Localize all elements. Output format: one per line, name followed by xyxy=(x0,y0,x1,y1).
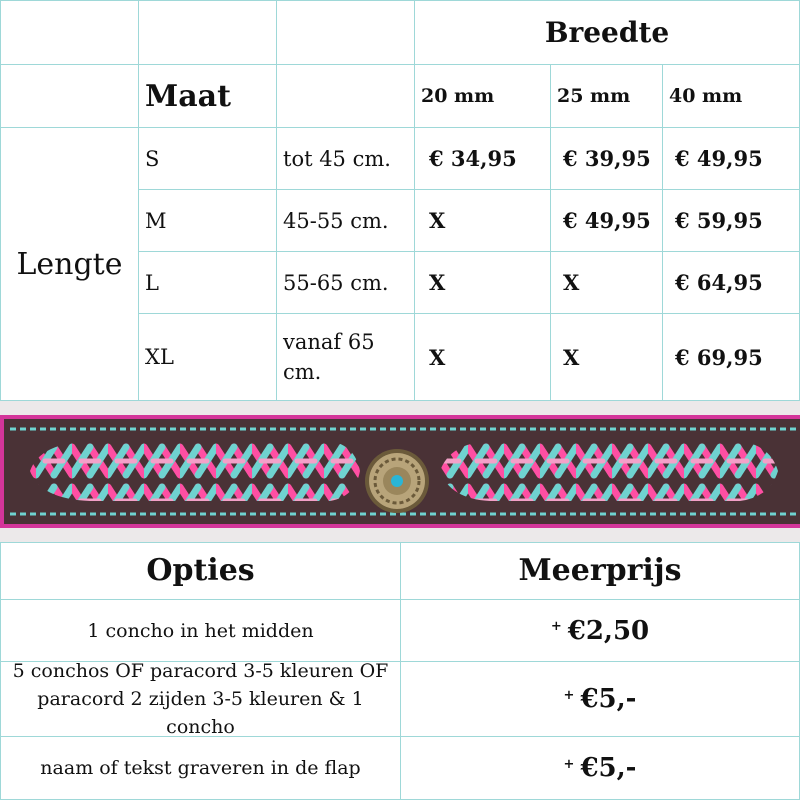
range-s: tot 45 cm. xyxy=(276,127,415,190)
plus-sign: + xyxy=(563,687,575,703)
concho-icon xyxy=(365,449,429,513)
option-price-3 xyxy=(400,736,800,800)
price-m-25: € 49,95 xyxy=(550,189,663,252)
empty-cell xyxy=(138,0,277,65)
range-m: 45-55 cm. xyxy=(276,189,415,252)
price-xl-40: € 69,95 xyxy=(662,313,800,401)
price-s-25: € 39,95 xyxy=(550,127,663,190)
option-price-3-value: €5,- xyxy=(580,753,637,783)
option-row-3 xyxy=(0,736,401,800)
plus-sign: + xyxy=(563,756,575,772)
option-row-2 xyxy=(0,661,401,737)
maat-header: Maat xyxy=(138,64,277,128)
price-l-20: X xyxy=(414,251,551,314)
price-xl-25: X xyxy=(550,313,663,401)
range-xl xyxy=(276,313,415,401)
option-row-1 xyxy=(0,599,401,662)
option-3-line-1: naam of tekst graveren in de flap xyxy=(40,757,361,779)
price-m-20: X xyxy=(414,189,551,252)
collar-photo xyxy=(0,401,800,542)
lengte-label: Lengte xyxy=(0,127,139,401)
price-s-40: € 49,95 xyxy=(662,127,800,190)
breedte-header: Breedte xyxy=(414,0,800,65)
size-s: S xyxy=(138,127,277,190)
paracord-weave-right xyxy=(440,441,778,501)
empty-cell xyxy=(276,0,415,65)
opties-header: Opties xyxy=(0,542,401,600)
width-header-20: 20 mm xyxy=(414,64,551,128)
option-price-2 xyxy=(400,661,800,737)
plus-sign: + xyxy=(550,619,562,634)
range-xl-line-2: cm. xyxy=(283,360,322,384)
collar-illustration xyxy=(0,401,800,542)
range-xl-line-1: vanaf 65 xyxy=(283,330,375,354)
option-1-line-1: 1 concho in het midden xyxy=(87,619,314,642)
width-header-40: 40 mm xyxy=(662,64,800,128)
price-l-25: X xyxy=(550,251,663,314)
width-header-25: 25 mm xyxy=(550,64,663,128)
size-m: M xyxy=(138,189,277,252)
price-l-40: € 64,95 xyxy=(662,251,800,314)
price-m-40: € 59,95 xyxy=(662,189,800,252)
size-l: L xyxy=(138,251,277,314)
range-l: 55-65 cm. xyxy=(276,251,415,314)
price-xl-20: X xyxy=(414,313,551,401)
option-price-1 xyxy=(400,599,800,662)
option-price-1-value: €2,50 xyxy=(567,615,650,646)
empty-cell xyxy=(276,64,415,128)
price-s-20: € 34,95 xyxy=(414,127,551,190)
empty-cell xyxy=(0,0,139,65)
option-2-line-2: paracord 2 zijden 3-5 kleuren & 1 concho xyxy=(37,688,364,737)
paracord-weave-left xyxy=(30,441,360,501)
option-price-2-value: €5,- xyxy=(580,684,637,714)
meerprijs-header: Meerprijs xyxy=(400,542,800,600)
empty-cell xyxy=(0,64,139,128)
size-xl: XL xyxy=(138,313,277,401)
option-2-line-1: 5 conchos OF paracord 3-5 kleuren OF xyxy=(12,661,389,682)
